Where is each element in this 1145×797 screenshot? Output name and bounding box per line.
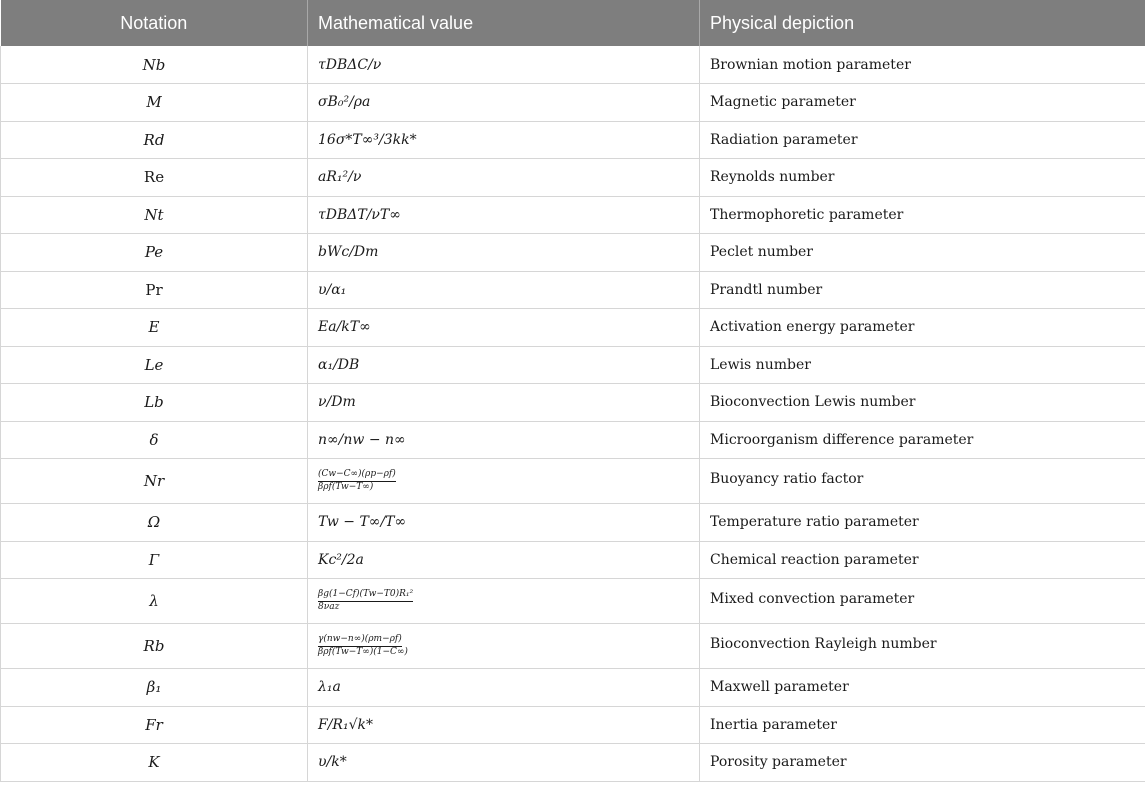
table-row [1, 504, 1145, 542]
value-cell: ν/Dm [308, 384, 700, 422]
fraction-numerator: (Cw−C∞)(ρp−ρf) [318, 469, 396, 482]
depiction-cell: Thermophoretic parameter [700, 196, 1145, 234]
value-cell: τDBΔC/ν [308, 46, 700, 84]
depiction-cell: Bioconvection Lewis number [700, 384, 1145, 422]
depiction-cell: Chemical reaction parameter [700, 541, 1145, 579]
table-row [1, 541, 1145, 579]
notation-cell: K [1, 744, 308, 782]
notation-cell: Le [1, 346, 308, 384]
depiction-cell: Magnetic parameter [700, 84, 1145, 122]
table-row [1, 384, 1145, 422]
value-cell: υ/α₁ [308, 271, 700, 309]
depiction-cell: Temperature ratio parameter [700, 504, 1145, 542]
value-cell: 16σ*T∞³/3kk* [308, 121, 700, 159]
depiction-cell: Peclet number [700, 234, 1145, 272]
value-cell [308, 624, 700, 669]
header-physical-depiction: Physical depiction [710, 12, 855, 33]
value-cell: Tw − T∞/T∞ [308, 504, 700, 542]
value-cell: λ₁a [308, 669, 700, 707]
depiction-cell: Inertia parameter [700, 706, 1145, 744]
value-cell: Kc²/2a [308, 541, 700, 579]
value-cell [308, 579, 700, 624]
depiction-cell: Mixed convection parameter [700, 579, 1145, 624]
table-row [1, 459, 1145, 504]
fraction-denominator: βρf(Tw−T∞)(1−C∞) [318, 647, 408, 657]
table-row [1, 421, 1145, 459]
notation-cell: δ [1, 421, 308, 459]
value-cell: σB₀²/ρa [308, 84, 700, 122]
table-row [1, 309, 1145, 347]
notation-cell: M [1, 84, 308, 122]
fraction-numerator: βg(1−Cf)(Tw−T0)R₁² [318, 589, 413, 602]
value-cell: F/R₁√k* [308, 706, 700, 744]
fraction-denominator: 8νaz [318, 602, 340, 612]
table-row [1, 46, 1145, 84]
table-row [1, 84, 1145, 122]
depiction-cell: Porosity parameter [700, 744, 1145, 782]
notation-cell: Pe [1, 234, 308, 272]
depiction-cell: Maxwell parameter [700, 669, 1145, 707]
notation-cell: Pr [1, 271, 308, 309]
table-row [1, 706, 1145, 744]
notation-cell: Nb [1, 46, 308, 84]
table-row [1, 669, 1145, 707]
depiction-cell: Reynolds number [700, 159, 1145, 197]
depiction-cell: Prandtl number [700, 271, 1145, 309]
table-row [1, 271, 1145, 309]
table-row [1, 579, 1145, 624]
value-cell: α₁/DB [308, 346, 700, 384]
table-row [1, 234, 1145, 272]
depiction-cell: Brownian motion parameter [700, 46, 1145, 84]
value-cell: n∞/nw − n∞ [308, 421, 700, 459]
notation-cell: β₁ [1, 669, 308, 707]
table-row [1, 346, 1145, 384]
notation-cell: Ω [1, 504, 308, 542]
table-row [1, 624, 1145, 669]
table-row [1, 121, 1145, 159]
table-row [1, 744, 1145, 782]
fraction-denominator: βρf(Tw−T∞) [318, 482, 374, 492]
notation-cell: Rd [1, 121, 308, 159]
notation-cell: E [1, 309, 308, 347]
notation-cell: Γ [1, 541, 308, 579]
notation-cell: Lb [1, 384, 308, 422]
notation-cell: Re [1, 159, 308, 197]
notation-cell: Nr [1, 459, 308, 504]
table-row [1, 159, 1145, 197]
depiction-cell: Buoyancy ratio factor [700, 459, 1145, 504]
notation-cell: Nt [1, 196, 308, 234]
fraction-numerator: γ(nw−n∞)(ρm−ρf) [318, 634, 402, 647]
value-cell: aR₁²/ν [308, 159, 700, 197]
depiction-cell: Lewis number [700, 346, 1145, 384]
table-row [1, 196, 1145, 234]
notation-cell: λ [1, 579, 308, 624]
depiction-cell: Microorganism difference parameter [700, 421, 1145, 459]
notation-cell: Rb [1, 624, 308, 669]
notation-cell: Fr [1, 706, 308, 744]
value-cell: υ/k* [308, 744, 700, 782]
value-cell: bWc/Dm [308, 234, 700, 272]
value-cell: Ea/kT∞ [308, 309, 700, 347]
header-notation: Notation [1, 0, 308, 46]
depiction-cell: Bioconvection Rayleigh number [700, 624, 1145, 669]
header-row [1, 0, 1145, 46]
table-header [1, 0, 1145, 46]
value-cell [308, 459, 700, 504]
value-cell: τDBΔT/νT∞ [308, 196, 700, 234]
depiction-cell: Radiation parameter [700, 121, 1145, 159]
depiction-cell: Activation energy parameter [700, 309, 1145, 347]
header-mathematical-value: Mathematical value [308, 0, 700, 46]
table-body [1, 46, 1145, 781]
